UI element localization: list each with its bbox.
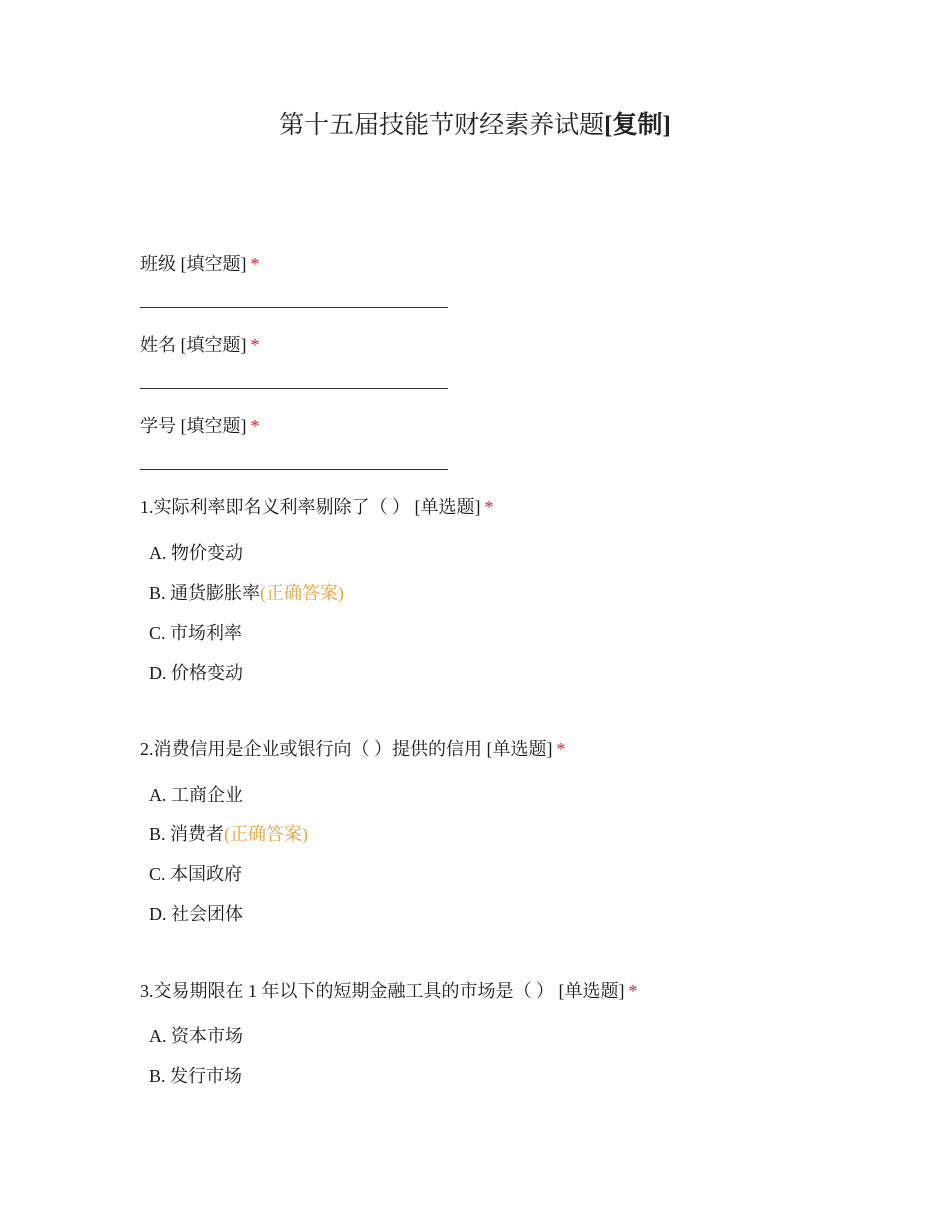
- question-2-label: [140, 736, 566, 762]
- title-suffix: [复制]: [604, 112, 671, 139]
- q1-option-d[interactable]: [149, 660, 243, 686]
- option-text: A. 资本市场: [149, 1026, 243, 1046]
- question-text: 3.交易期限在 1 年以下的短期金融工具的市场是（ ） [单选题]: [140, 981, 625, 1001]
- page-title: [0, 108, 950, 144]
- option-text: C. 市场利率: [149, 623, 243, 643]
- name-answer-blank[interactable]: [140, 388, 448, 389]
- question-name-label: [140, 332, 260, 358]
- correct-answer-tag: (正确答案): [224, 824, 309, 844]
- q1-option-b[interactable]: [149, 580, 344, 606]
- question-class-label: [140, 251, 260, 277]
- q2-option-c[interactable]: [149, 861, 242, 887]
- required-mark: *: [250, 254, 260, 274]
- question-student-id-label: [140, 413, 260, 439]
- option-text: D. 社会团体: [149, 904, 243, 924]
- class-answer-blank[interactable]: [140, 307, 448, 308]
- q3-option-b[interactable]: [149, 1063, 242, 1089]
- question-text: 姓名 [填空题]: [140, 335, 247, 355]
- question-1-label: [140, 494, 494, 520]
- required-mark: *: [628, 981, 638, 1001]
- q2-option-d[interactable]: [149, 901, 243, 927]
- student-id-answer-blank[interactable]: [140, 469, 448, 470]
- question-text: 1.实际利率即名义利率剔除了（ ） [单选题]: [140, 497, 481, 517]
- required-mark: *: [250, 335, 260, 355]
- question-text: 学号 [填空题]: [140, 416, 247, 436]
- q1-option-c[interactable]: [149, 620, 242, 646]
- q2-option-a[interactable]: [149, 782, 243, 808]
- option-text: C. 本国政府: [149, 864, 243, 884]
- title-main: 第十五届技能节财经素养试题: [279, 112, 605, 139]
- required-mark: *: [556, 739, 566, 759]
- option-text: D. 价格变动: [149, 663, 243, 683]
- q3-option-a[interactable]: [149, 1023, 243, 1049]
- question-text: 2.消费信用是企业或银行向（ ）提供的信用 [单选题]: [140, 739, 553, 759]
- question-text: 班级 [填空题]: [140, 254, 247, 274]
- correct-answer-tag: (正确答案): [260, 583, 345, 603]
- q2-option-b[interactable]: [149, 821, 308, 847]
- option-text: B. 通货膨胀率: [149, 583, 261, 603]
- option-text: A. 物价变动: [149, 543, 243, 563]
- question-3-label: [140, 978, 638, 1004]
- option-text: A. 工商企业: [149, 785, 243, 805]
- required-mark: *: [484, 497, 494, 517]
- q1-option-a[interactable]: [149, 540, 243, 566]
- required-mark: *: [250, 416, 260, 436]
- option-text: B. 消费者: [149, 824, 225, 844]
- option-text: B. 发行市场: [149, 1066, 243, 1086]
